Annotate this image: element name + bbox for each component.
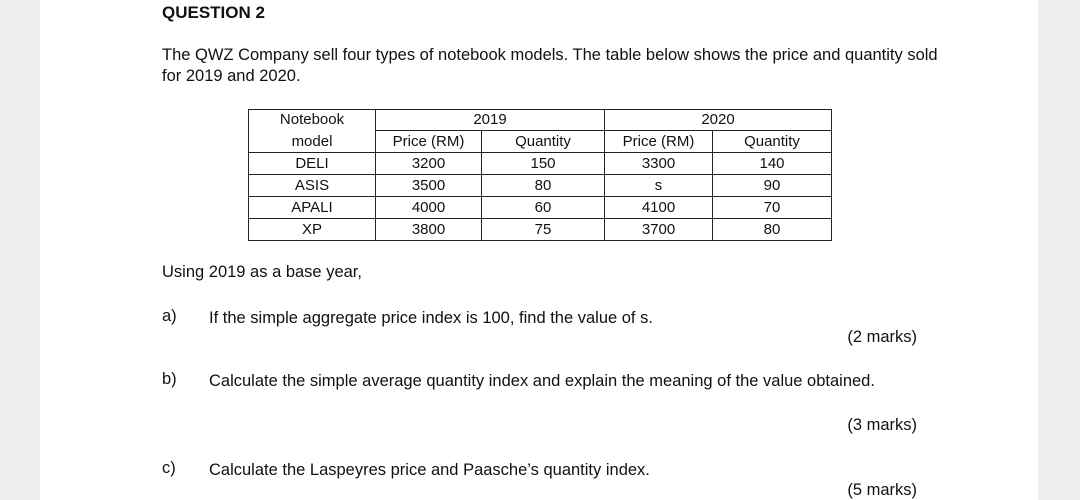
- question-a-text: If the simple aggregate price index is 100, find the value of s.: [209, 309, 653, 327]
- question-c-marks: (5 marks): [847, 481, 917, 499]
- intro-paragraph: The QWZ Company sell four types of notebook models. The table below shows the price and quantity sold for 2019 and 2020.: [162, 46, 938, 85]
- cell-quantity-2019: 75: [482, 219, 605, 241]
- cell-quantity-2020: 80: [713, 219, 832, 241]
- table-row: [249, 153, 832, 175]
- question-c-text: Calculate the Laspeyres price and Paasche’s quantity index.: [209, 461, 650, 479]
- base-year-statement: Using 2019 as a base year,: [162, 263, 362, 281]
- header-model: model: [249, 131, 376, 153]
- question-heading: QUESTION 2: [162, 3, 265, 22]
- cell-quantity-2019: 80: [482, 175, 605, 197]
- cell-model: DELI: [249, 153, 376, 175]
- subheader-quantity-2020: Quantity: [713, 131, 832, 153]
- cell-quantity-2019: 60: [482, 197, 605, 219]
- table-row: [249, 175, 832, 197]
- question-b-text: Calculate the simple average quantity index and explain the meaning of the value obtained.: [209, 372, 875, 390]
- table-row: [249, 197, 832, 219]
- cell-quantity-2020: 90: [713, 175, 832, 197]
- cell-price-2019: 3500: [376, 175, 482, 197]
- header-notebook: Notebook: [249, 110, 376, 131]
- header-year-2020: 2020: [605, 110, 832, 131]
- question-c-label: c): [162, 459, 176, 477]
- question-b-label: b): [162, 370, 177, 388]
- cell-price-2019: 4000: [376, 197, 482, 219]
- cell-quantity-2020: 70: [713, 197, 832, 219]
- cell-price-2020: s: [605, 175, 713, 197]
- cell-quantity-2019: 150: [482, 153, 605, 175]
- table-row: [249, 219, 832, 241]
- header-year-2019: 2019: [376, 110, 605, 131]
- table-subheader-row: [249, 131, 832, 153]
- subheader-price-2019: Price (RM): [376, 131, 482, 153]
- cell-model: ASIS: [249, 175, 376, 197]
- table-header-row: [249, 110, 832, 131]
- question-a-label: a): [162, 307, 177, 325]
- subheader-price-2020: Price (RM): [605, 131, 713, 153]
- cell-model: XP: [249, 219, 376, 241]
- question-a-marks: (2 marks): [847, 328, 917, 346]
- price-quantity-table: [248, 109, 832, 241]
- cell-price-2020: 3700: [605, 219, 713, 241]
- cell-price-2020: 3300: [605, 153, 713, 175]
- cell-price-2020: 4100: [605, 197, 713, 219]
- document-page: [40, 0, 1038, 500]
- cell-price-2019: 3800: [376, 219, 482, 241]
- cell-quantity-2020: 140: [713, 153, 832, 175]
- question-b-marks: (3 marks): [847, 416, 917, 434]
- cell-price-2019: 3200: [376, 153, 482, 175]
- cell-model: APALI: [249, 197, 376, 219]
- subheader-quantity-2019: Quantity: [482, 131, 605, 153]
